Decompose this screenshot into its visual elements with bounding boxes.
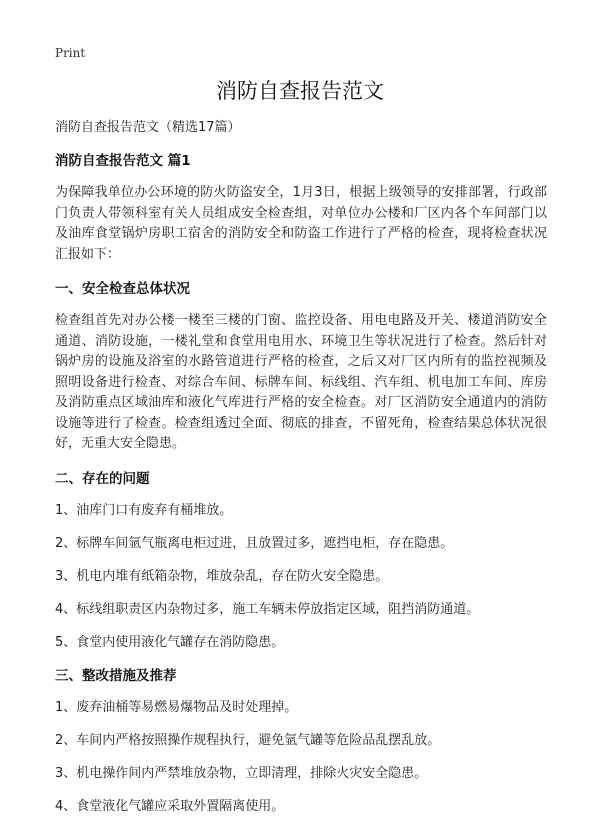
measures-list [55,698,547,817]
list-item: 3、机电操作间内严禁堆放杂物，立即清理，排除火灾安全隐患。 [55,765,428,781]
list-item: 3、机电内堆有纸箱杂物，堆放杂乱，存在防火安全隐患。 [55,568,389,584]
list-item: 4、标线组职责区内杂物过多，施工车辆未停放指定区域，阻挡消防通道。 [55,601,480,617]
section-heading-problems: 二、存在的问题 [55,470,150,487]
problems-list [55,501,547,653]
overview-paragraph: 检查组首先对办公楼一楼至三楼的门窗、监控设备、用电电路及开关、楼道消防安全通道、消防设施，一楼礼堂和食堂用电用水、环境卫生等状况进行了检查。然后针对锅炉房的设施及浴室的水路管道进行严格的检查，之后又对厂区内所有的监控视频及照明设备进行检查、对综合车间、标牌车间、标线组、汽车组、机电加工车间、库房及消防重点区域油库和液化气库进行严格的安全检查。对厂区消防安全通道内的消防设施等进行了检查。检查组透过全面、彻底的排查，不留死角，检查结果总体状况很好，无重大安全隐患。 [55,313,547,451]
article-body [55,151,547,830]
section-heading-measures: 三、整改措施及推荐 [55,667,177,684]
list-item: 2、车间内严格按照操作规程执行，避免氩气罐等危险品乱摆乱放。 [55,732,441,748]
list-item: 1、废弃油桶等易燃易爆物品及时处理掉。 [55,699,298,715]
article-heading: 消防自查报告范文 篇1 [55,153,191,169]
print-link[interactable]: Print [55,46,86,60]
section-heading-overview: 一、安全检查总体状况 [55,281,190,297]
list-item: 2、标牌车间氩气瓶离电柜过进，且放置过多，遮挡电柜，存在隐患。 [55,535,454,551]
intro-paragraph: 为保障我单位办公环境的防火防盗安全，1月3日，根据上级领导的安排部署，行政部门负责人带领科室有关人员组成安全检查组，对单位办公楼和厂区内各个车间部门以及油库食堂锅炉房职工宿舍的消防安全和防盗工作进行了严格的检查，现将检查状况汇报如下： [55,185,547,262]
list-item: 4、食堂液化气罐应采取外置隔离使用。 [55,798,285,814]
document-subtitle: 消防自查报告范文（精选17篇） [55,120,241,135]
document-title: 消防自查报告范文 [216,79,384,103]
list-item: 1、油库门口有废弃有桶堆放。 [55,502,233,518]
list-item: 5、食堂内使用液化气罐存在消防隐患。 [55,634,285,650]
